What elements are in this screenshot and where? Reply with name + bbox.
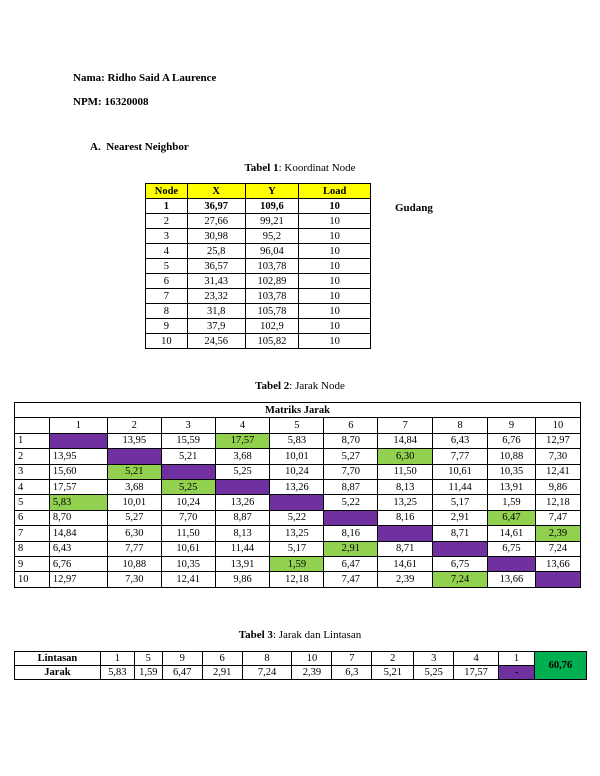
matrix-row (15, 541, 581, 556)
matrix-cell: 1,59 (488, 495, 536, 510)
table1-cell: 10 (146, 334, 188, 349)
matrix-cell: 5,25 (215, 464, 270, 479)
matrix-cell: 7,70 (161, 510, 215, 525)
matrix-cell: 8,87 (324, 479, 378, 494)
matrix-cell: 13,25 (378, 495, 433, 510)
matrix-column-header: 5 (270, 418, 324, 433)
matrix-cell: 14,84 (378, 433, 433, 448)
table2-caption-label: Tabel 2 (255, 380, 290, 392)
total-distance: 60,76 (534, 652, 586, 680)
matrix-cell: 10,61 (161, 541, 215, 556)
matrix-cell: 10,35 (488, 464, 536, 479)
table1-cell: 103,78 (245, 259, 299, 274)
table3-caption-label: Tabel 3 (238, 629, 273, 641)
matrix-row (15, 449, 581, 464)
table1-caption-label: Tabel 1 (244, 162, 279, 174)
matrix-column-header: 1 (49, 418, 107, 433)
table1-cell: 36,57 (187, 259, 245, 274)
matrix-row-header: 4 (15, 479, 50, 494)
route-node: 4 (454, 652, 499, 666)
table1-cell: 10 (299, 244, 371, 259)
route-node: 1 (499, 652, 535, 666)
coordinate-table (145, 183, 371, 349)
table1-header-row (146, 184, 371, 199)
matrix-cell: 6,47 (324, 556, 378, 571)
table1-cell: 24,56 (187, 334, 245, 349)
table1-row (146, 199, 371, 214)
matrix-cell: 6,75 (433, 556, 488, 571)
matrix-cell: 1,59 (270, 556, 324, 571)
matrix-cell (324, 510, 378, 525)
matrix-cell: 13,26 (270, 479, 324, 494)
matrix-cell: 3,68 (107, 479, 161, 494)
table1-row (146, 274, 371, 289)
matrix-cell: 7,70 (324, 464, 378, 479)
table1-cell: 102,89 (245, 274, 299, 289)
table1-cell: 10 (299, 334, 371, 349)
matrix-cell (270, 495, 324, 510)
matrix-cell: 10,88 (107, 556, 161, 571)
matrix-cell: 14,61 (488, 526, 536, 541)
matrix-cell: 14,61 (378, 556, 433, 571)
matrix-cell: 5,22 (270, 510, 324, 525)
matrix-cell: 5,17 (433, 495, 488, 510)
matrix-row-header: 7 (15, 526, 50, 541)
table1-cell: 5 (146, 259, 188, 274)
matrix-cell: 17,57 (49, 479, 107, 494)
matrix-cell: 10,88 (488, 449, 536, 464)
table3-caption (0, 629, 600, 641)
matrix-cell (535, 572, 580, 587)
matrix-cell (161, 464, 215, 479)
matrix-column-header: 6 (324, 418, 378, 433)
matrix-cell: 13,95 (107, 433, 161, 448)
route-distance: 1,59 (134, 666, 162, 680)
matrix-cell: 7,47 (324, 572, 378, 587)
matrix-row (15, 495, 581, 510)
matrix-cell: 6,30 (107, 526, 161, 541)
distance-matrix-table (14, 402, 581, 588)
matrix-cell: 6,43 (433, 433, 488, 448)
matrix-cell: 6,75 (488, 541, 536, 556)
matrix-cell: 6,47 (488, 510, 536, 525)
matrix-corner-cell (15, 418, 50, 433)
depot-note: Gudang (395, 202, 433, 214)
matrix-cell: 7,77 (107, 541, 161, 556)
matrix-cell: 5,21 (161, 449, 215, 464)
section-heading: A. Nearest Neighbor (90, 141, 189, 153)
matrix-cell: 13,91 (215, 556, 270, 571)
table1-cell: 10 (299, 274, 371, 289)
route-distance: 17,57 (454, 666, 499, 680)
matrix-row (15, 556, 581, 571)
matrix-cell: 7,30 (107, 572, 161, 587)
matrix-row-header: 8 (15, 541, 50, 556)
route-distance: 6,3 (332, 666, 372, 680)
table1-cell: 4 (146, 244, 188, 259)
table1-cell: 109,6 (245, 199, 299, 214)
matrix-cell: 11,44 (433, 479, 488, 494)
route-node: 10 (292, 652, 332, 666)
table1-cell: 10 (299, 319, 371, 334)
matrix-column-header: 8 (433, 418, 488, 433)
table1-cell: 10 (299, 259, 371, 274)
matrix-cell: 5,25 (161, 479, 215, 494)
matrix-cell: 12,18 (270, 572, 324, 587)
table1-row (146, 319, 371, 334)
matrix-cell: 6,43 (49, 541, 107, 556)
matrix-cell: 5,27 (324, 449, 378, 464)
table1-cell: 6 (146, 274, 188, 289)
table1-cell: 2 (146, 214, 188, 229)
matrix-cell: 14,84 (49, 526, 107, 541)
matrix-cell: 7,24 (433, 572, 488, 587)
matrix-cell: 8,16 (324, 526, 378, 541)
student-name: Nama: Ridho Said A Laurence (73, 72, 217, 84)
matrix-title-row (15, 403, 581, 418)
route-distance: 5,21 (372, 666, 414, 680)
table1-cell: 103,78 (245, 289, 299, 304)
matrix-cell: 8,70 (49, 510, 107, 525)
table1-cell: 31,8 (187, 304, 245, 319)
table1-cell: 25,8 (187, 244, 245, 259)
table1-cell: 8 (146, 304, 188, 319)
matrix-cell: 3,68 (215, 449, 270, 464)
matrix-column-header: 9 (488, 418, 536, 433)
table1-row (146, 244, 371, 259)
matrix-cell: 8,13 (215, 526, 270, 541)
route-distance: 7,24 (242, 666, 292, 680)
route-distance: 6,47 (162, 666, 202, 680)
matrix-cell: 17,57 (215, 433, 270, 448)
table1-cell: 23,32 (187, 289, 245, 304)
matrix-row-header: 2 (15, 449, 50, 464)
matrix-cell: 12,97 (535, 433, 580, 448)
table1-row (146, 259, 371, 274)
route-node: 9 (162, 652, 202, 666)
table1-header-cell: Load (299, 184, 371, 199)
table3-caption-text: : Jarak dan Lintasan (272, 629, 362, 641)
matrix-cell: 12,97 (49, 572, 107, 587)
matrix-title: Matriks Jarak (15, 403, 581, 418)
matrix-column-header: 3 (161, 418, 215, 433)
matrix-cell: 10,24 (161, 495, 215, 510)
distance-row (15, 666, 587, 680)
matrix-cell (107, 449, 161, 464)
route-node: 2 (372, 652, 414, 666)
student-npm: NPM: 16320008 (73, 96, 149, 108)
table1-row (146, 304, 371, 319)
table1-row (146, 334, 371, 349)
table1-cell: 96,04 (245, 244, 299, 259)
route-distance: 5,25 (414, 666, 454, 680)
matrix-cell: 11,50 (161, 526, 215, 541)
table1-header-cell: Node (146, 184, 188, 199)
table2-caption (0, 380, 600, 392)
table1-caption-text: : Koordinat Node (278, 162, 356, 174)
table1-header-cell: X (187, 184, 245, 199)
matrix-cell: 13,66 (535, 556, 580, 571)
matrix-cell: 2,91 (433, 510, 488, 525)
table1-cell: 10 (299, 229, 371, 244)
matrix-cell: 6,76 (49, 556, 107, 571)
matrix-cell: 2,91 (324, 541, 378, 556)
matrix-cell (433, 541, 488, 556)
matrix-cell: 7,47 (535, 510, 580, 525)
route-node: 6 (202, 652, 242, 666)
route-row-label: Lintasan (15, 652, 101, 666)
table1-cell: 31,43 (187, 274, 245, 289)
table1-cell: 37,9 (187, 319, 245, 334)
matrix-cell: 6,76 (488, 433, 536, 448)
route-node: 7 (332, 652, 372, 666)
matrix-cell: 7,77 (433, 449, 488, 464)
route-distance: 2,39 (292, 666, 332, 680)
matrix-cell: 13,66 (488, 572, 536, 587)
matrix-cell: 11,44 (215, 541, 270, 556)
route-node: 1 (100, 652, 134, 666)
route-node: 5 (134, 652, 162, 666)
matrix-cell: 8,71 (433, 526, 488, 541)
matrix-cell: 5,22 (324, 495, 378, 510)
table1-cell: 10 (299, 199, 371, 214)
matrix-cell: 9,86 (215, 572, 270, 587)
matrix-column-header: 7 (378, 418, 433, 433)
matrix-cell: 10,61 (433, 464, 488, 479)
matrix-cell (488, 556, 536, 571)
matrix-row (15, 433, 581, 448)
matrix-cell: 10,24 (270, 464, 324, 479)
table1-cell: 27,66 (187, 214, 245, 229)
matrix-row-header: 9 (15, 556, 50, 571)
matrix-column-header: 2 (107, 418, 161, 433)
matrix-row-header: 1 (15, 433, 50, 448)
matrix-row-header: 6 (15, 510, 50, 525)
matrix-cell: 15,59 (161, 433, 215, 448)
matrix-column-header: 10 (535, 418, 580, 433)
table1-cell: 10 (299, 304, 371, 319)
table1-cell: 105,78 (245, 304, 299, 319)
matrix-cell: 6,30 (378, 449, 433, 464)
table1-cell: 99,21 (245, 214, 299, 229)
matrix-cell: 5,17 (270, 541, 324, 556)
route-table (14, 651, 587, 680)
table1-caption (0, 162, 600, 174)
matrix-cell: 7,30 (535, 449, 580, 464)
table2-caption-text: : Jarak Node (289, 380, 345, 392)
table1-cell: 1 (146, 199, 188, 214)
table1-cell: 10 (299, 214, 371, 229)
matrix-cell: 5,83 (270, 433, 324, 448)
table1-cell: 10 (299, 289, 371, 304)
matrix-cell: 5,27 (107, 510, 161, 525)
table1-cell: 7 (146, 289, 188, 304)
matrix-cell: 12,41 (161, 572, 215, 587)
matrix-cell: 13,95 (49, 449, 107, 464)
matrix-cell: 2,39 (378, 572, 433, 587)
matrix-cell: 2,39 (535, 526, 580, 541)
matrix-cell: 12,18 (535, 495, 580, 510)
matrix-cell: 13,25 (270, 526, 324, 541)
matrix-row (15, 510, 581, 525)
distance-row-label: Jarak (15, 666, 101, 680)
table1-cell: 9 (146, 319, 188, 334)
table1-cell: 30,98 (187, 229, 245, 244)
matrix-cell (215, 479, 270, 494)
matrix-cell: 8,13 (378, 479, 433, 494)
matrix-column-header: 4 (215, 418, 270, 433)
matrix-cell: 8,87 (215, 510, 270, 525)
route-node: 8 (242, 652, 292, 666)
route-distance: 2,91 (202, 666, 242, 680)
matrix-row-header: 10 (15, 572, 50, 587)
matrix-row-header: 3 (15, 464, 50, 479)
matrix-row-header: 5 (15, 495, 50, 510)
matrix-cell: 12,41 (535, 464, 580, 479)
table1-cell: 36,97 (187, 199, 245, 214)
route-distance: - (499, 666, 535, 680)
matrix-cell: 8,71 (378, 541, 433, 556)
route-row (15, 652, 587, 666)
matrix-cell: 8,70 (324, 433, 378, 448)
matrix-row (15, 464, 581, 479)
matrix-cell: 7,24 (535, 541, 580, 556)
route-node: 3 (414, 652, 454, 666)
matrix-cell: 10,01 (107, 495, 161, 510)
table1-cell: 95,2 (245, 229, 299, 244)
table1-cell: 102,9 (245, 319, 299, 334)
matrix-cell: 9,86 (535, 479, 580, 494)
table1-header-cell: Y (245, 184, 299, 199)
matrix-cell: 13,91 (488, 479, 536, 494)
matrix-row (15, 572, 581, 587)
matrix-cell: 5,21 (107, 464, 161, 479)
matrix-cell: 10,01 (270, 449, 324, 464)
table1-row (146, 214, 371, 229)
table1-cell: 3 (146, 229, 188, 244)
matrix-cell: 11,50 (378, 464, 433, 479)
matrix-cell (378, 526, 433, 541)
table1-cell: 105,82 (245, 334, 299, 349)
matrix-cell: 5,83 (49, 495, 107, 510)
table1-row (146, 229, 371, 244)
matrix-column-header-row (15, 418, 581, 433)
route-distance: 5,83 (100, 666, 134, 680)
matrix-cell: 8,16 (378, 510, 433, 525)
matrix-row (15, 479, 581, 494)
matrix-cell: 10,35 (161, 556, 215, 571)
matrix-cell: 13,26 (215, 495, 270, 510)
matrix-cell (49, 433, 107, 448)
matrix-cell: 15,60 (49, 464, 107, 479)
matrix-row (15, 526, 581, 541)
table1-row (146, 289, 371, 304)
